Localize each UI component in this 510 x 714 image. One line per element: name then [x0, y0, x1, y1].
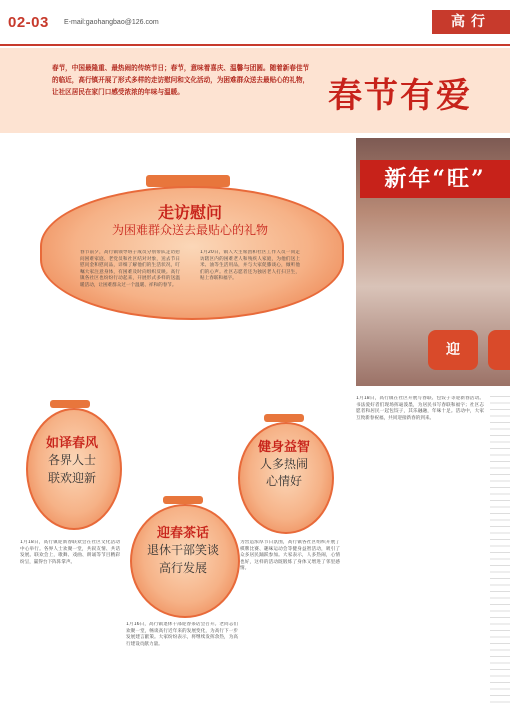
section-subtitle-visit: 为困难群众送去最贴心的礼物: [111, 223, 268, 237]
body-fitness: 为营造浓厚节日氛围，高行镇各社区组织开展了棋牌比赛、趣味运动会等健身益智活动，吸引了众多居民踊跃参加。大家表示，人多热闹，心情也好，这样的活动既锻炼了身体又增进了邻里感情。: [240, 540, 340, 571]
section-title-tea: 迎春茶话: [156, 526, 209, 541]
section-sub-fitness-2: 心情好: [265, 474, 302, 488]
body-visit-col2: 1月20日，镇人大主席团和社区工作人员一同走访辖区内的困难老人和残疾人家庭，为他们送上米、油等生活用品，并与大家促膝谈心，倾听他们的心声。社区志愿者还为独居老人打扫卫生，贴上春联和福字。: [200, 250, 300, 281]
section-title-visit: 走访慰问: [157, 203, 222, 222]
section-sub-tea-2: 高行发展: [158, 561, 207, 575]
page-number: 02-03: [8, 14, 49, 31]
lantern-cap: [264, 414, 304, 422]
section-sub-tea-1: 退休干部笑谈: [146, 543, 219, 557]
lantern-cap: [163, 496, 203, 504]
column-tag: 高行: [432, 10, 510, 34]
section-title-fitness: 健身益智: [257, 440, 310, 455]
body-spring: 1月18日，高行镇迎新春联欢会在社区文化活动中心举行。各界人士欢聚一堂，共叙友情、共话发展。联欢会上，歌舞、戏曲、朗诵等节目精彩纷呈，赢得台下阵阵掌声。: [20, 540, 120, 565]
lantern-cap: [50, 400, 90, 408]
header-rule: [0, 44, 510, 46]
email-address: E-mail:gaohangbao@126.com: [64, 19, 159, 26]
section-title-spring: 如译春风: [45, 436, 98, 451]
page-headline: 春节有爱: [328, 76, 472, 116]
body-visit-col1: 春节前夕，高行镇领导班子成员分别带队走访慰问困难家庭、老党员和社区结对对象，送去节日慰问金和慰问品，详细了解他们的生活状况，叮嘱大家注意身体，有困难及时向组织反映。高行镇各社区也纷纷行动起来，开展形式多样的送温暖活动，让困难群众过一个温暖、祥和的春节。: [80, 250, 180, 288]
photo-banner: 新年“旺”: [360, 160, 510, 198]
lantern-spring: [26, 408, 122, 530]
body-tea: 1月16日，高行镇退休干部迎春茶话会召开。老同志们欢聚一堂，畅谈高行近年来的发展变化，为高行下一步发展建言献策。大家纷纷表示，将继续发挥余热，为高行建设贡献力量。: [126, 622, 238, 647]
adjacent-column-edge: [490, 396, 510, 706]
section-sub-spring-2: 联欢迎新: [47, 471, 96, 485]
photo-lantern-edge: [488, 330, 510, 370]
section-sub-fitness-1: 人多热闹: [259, 457, 308, 471]
section-sub-spring-1: 各界人士: [47, 453, 96, 467]
intro-text: 春节，中国最隆重、最热闹的传统节日；春节，意味着喜庆、温馨与团圆。随着新春佳节的临近，高行镇开展了形式多样的走访慰问和文化活动，为困难群众送去最贴心的礼物，让社区居民在家门口感受浓浓的年味与温暖。: [52, 64, 310, 96]
photo-lantern-ying: 迎: [428, 330, 478, 370]
body-photo-caption: 1月18日，高行镇在社区开展写春联、包饺子等迎新春活动。书法爱好者们现场挥毫泼墨，为居民书写春联和福字；社区志愿者和居民一起包饺子，其乐融融，年味十足。活动中，大家互致新春祝福，共同迎接新春的到来。: [356, 396, 484, 421]
